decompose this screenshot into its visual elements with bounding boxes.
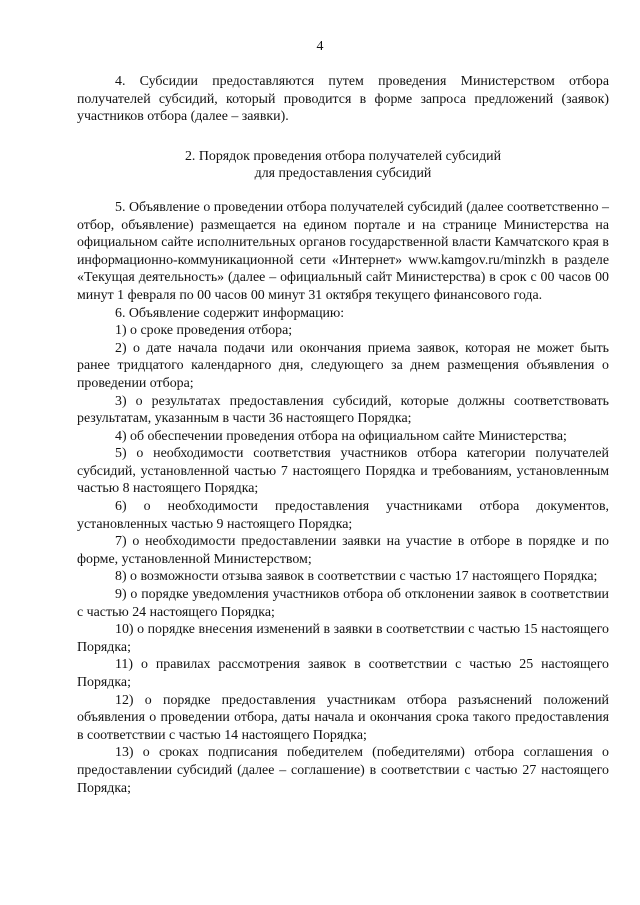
list-item-6: 6) о необходимости предоставления участниками отбора документов, установленных частью 9 настоящего Порядка;: [77, 499, 609, 532]
list-item-9: 9) о порядке уведомления участников отбора об отклонении заявок в соответствии с частью 24 настоящего Порядка;: [77, 587, 609, 620]
document-body: [77, 73, 609, 797]
list-item-7: 7) о необходимости предоставлении заявки на участие в отборе в порядке и по форме, установленной Министерством;: [77, 534, 609, 567]
list-item-11: 11) о правилах рассмотрения заявок в соответствии с частью 25 настоящего Порядка;: [77, 657, 609, 690]
page-number: 4: [316, 39, 324, 54]
list-item-1: 1) о сроке проведения отбора;: [115, 323, 293, 339]
list-item-8: 8) о возможности отзыва заявок в соответствии с частью 17 настоящего Порядка;: [115, 569, 598, 585]
paragraph-6: 6. Объявление содержит информацию:: [115, 305, 345, 321]
list-item-12: 12) о порядке предоставления участникам отбора разъяснений положений объявления о проведении отбора, даты начала и окончания срока такого предоставления в соответствии с частью 14 настоящего Порядка;: [77, 692, 609, 743]
list-item-2: 2) о дате начала подачи или окончания приема заявок, которая не может быть ранее тридцатого календарного дня, следующего за днем размещения объявления о проведении отбора;: [77, 340, 609, 391]
section-heading: [77, 148, 609, 183]
paragraph-5: 5. Объявление о проведении отбора получателей субсидий (далее соответственно – отбор, объявление) размещается на едином портале и на странице Министерства на официальном сайте исполнительных органов государственной власти Камчатского края в информационно-коммуникационной сети «Интернет» www.kamgov.ru/minzkh в разделе «Текущая деятельность» (далее – официальный сайт Министерства) в срок с 00 часов 00 минут 1 февраля по 00 часов 00 минут 31 октября текущего финансового года.: [77, 199, 609, 303]
list-item-4: 4) об обеспечении проведения отбора на официальном сайте Министерства;: [115, 428, 567, 444]
paragraph-4: 4. Субсидии предоставляются путем проведения Министерством отбора получателей субсидий, который проводится в форме запроса предложений (заявок) участников отбора (далее – заявки).: [77, 74, 609, 125]
section-heading-line-1: 2. Порядок проведения отбора получателей субсидий: [184, 148, 502, 164]
section-heading-line-2: для предоставления субсидий: [254, 166, 432, 182]
list-item-3: 3) о результатах предоставления субсидий, которые должны соответствовать результатам, указанным в части 36 настоящего Порядка;: [77, 393, 609, 427]
list-item-5: 5) о необходимости соответствия участников отбора категории получателей субсидий, установленной частью 7 настоящего Порядка и требованиям, установленным частью 8 настоящего Порядка;: [77, 446, 609, 497]
list-item-13: 13) о сроках подписания победителем (победителями) отбора соглашения о предоставлении субсидий (далее – соглашение) в соответствии с частью 27 настоящего Порядка;: [77, 745, 609, 796]
list-item-10: 10) о порядке внесения изменений в заявки в соответствии с частью 15 настоящего Порядка;: [77, 622, 609, 655]
